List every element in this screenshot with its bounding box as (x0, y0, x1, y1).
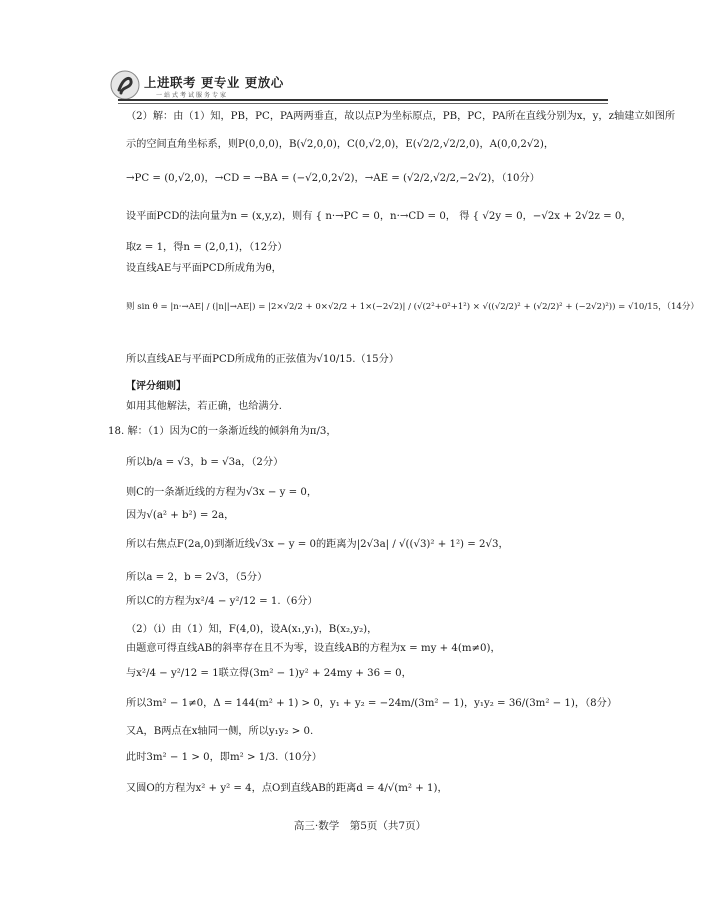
brand-subtitle: 一站式考试服务专家 (156, 92, 229, 99)
logo-mark-icon (110, 70, 140, 100)
text-line: 又圆O的方程为x² + y² = 4，点O到直线AB的距离d = 4/√(m² + 1)， (126, 783, 448, 794)
question-heading: 18. 解：（1）因为C的一条渐近线的倾斜角为π/3， (108, 426, 337, 437)
text-line: 取z = 1，得n = (2,0,1)，（12分） (126, 242, 288, 253)
text-line: 所以3m² − 1≠0，Δ = 144(m² + 1) > 0，y₁ + y₂ = −24m/(3m² − 1)，y₁y₂ = 36/(3m² − 1)，（8分） (126, 698, 618, 709)
text-line: （2）（i）由（1）知，F(4,0)，设A(x₁,y₁)，B(x₂,y₂)， (126, 624, 378, 635)
text-line: 如用其他解法，若正确，也给满分. (126, 401, 283, 412)
text-line: 示的空间直角坐标系，则P(0,0,0)，B(√2,0,0)，C(0,√2,0)，E(√2/2,√2/2,0)，A(0,0,2√2)， (126, 139, 555, 150)
text-line: →PC = (0,√2,0)，→CD = →BA = (−√2,0,2√2)，→AE = (√2/2,√2/2,−2√2)，（10分） (126, 173, 540, 184)
text-line: 与x²/4 − y²/12 = 1联立得(3m² − 1)y² + 24my + 36 = 0， (126, 668, 412, 679)
text-line: 由题意可得直线AB的斜率存在且不为零，设直线AB的方程为x = my + 4(m≠0)， (126, 643, 501, 654)
text-line: 设平面PCD的法向量为n = (x,y,z)，则有 { n·→PC = 0，n·→CD = 0， 得 { √2y = 0，−√2x + 2√2z = 0， (126, 211, 632, 222)
text-line: 设直线AE与平面PCD所成角为θ， (126, 263, 282, 274)
text-line: 则 sin θ = |n·→AE| / (|n||→AE|) = |2×√2/2 + 0×√2/2 + 1×(−2√2)| / (√(2²+0²+1²) × √((√2/2)² + (√2/2)² + (−2√2)²)) = √10/15，（14分） (126, 302, 699, 312)
text-line: 此时3m² − 1 > 0，即m² > 1/3.（10分） (126, 752, 322, 763)
section-heading: 【评分细则】 (126, 381, 186, 392)
text-line: 则C的一条渐近线的方程为√3x − y = 0， (126, 487, 318, 498)
header-rule (118, 99, 608, 101)
text-line: （2）解：由（1）知，PB，PC，PA两两垂直，故以点P为坐标原点，PB，PC，PA所在直线分别为x，y，z轴建立如图所 (126, 111, 676, 122)
text-line: 所以a = 2，b = 2√3，（5分） (126, 572, 268, 583)
text-line: 又A，B两点在x轴同一侧，所以y₁y₂ > 0. (126, 726, 314, 737)
text-line: 所以b/a = √3，b = √3a，（2分） (126, 457, 284, 468)
text-line: 所以直线AE与平面PCD所成角的正弦值为√10/15.（15分） (126, 354, 400, 365)
text-line: 所以右焦点F(2a,0)到渐近线√3x − y = 0的距离为|2√3a| / √((√3)² + 1²) = 2√3， (126, 539, 509, 550)
brand-title: 上进联考 更专业 更放心 (144, 75, 284, 90)
header-rule-thin (118, 103, 608, 104)
page-footer: 高三·数学 第5页（共7页） (293, 820, 427, 832)
text-line: 所以C的方程为x²/4 − y²/12 = 1.（6分） (126, 596, 318, 607)
text-line: 因为√(a² + b²) = 2a， (126, 510, 235, 521)
